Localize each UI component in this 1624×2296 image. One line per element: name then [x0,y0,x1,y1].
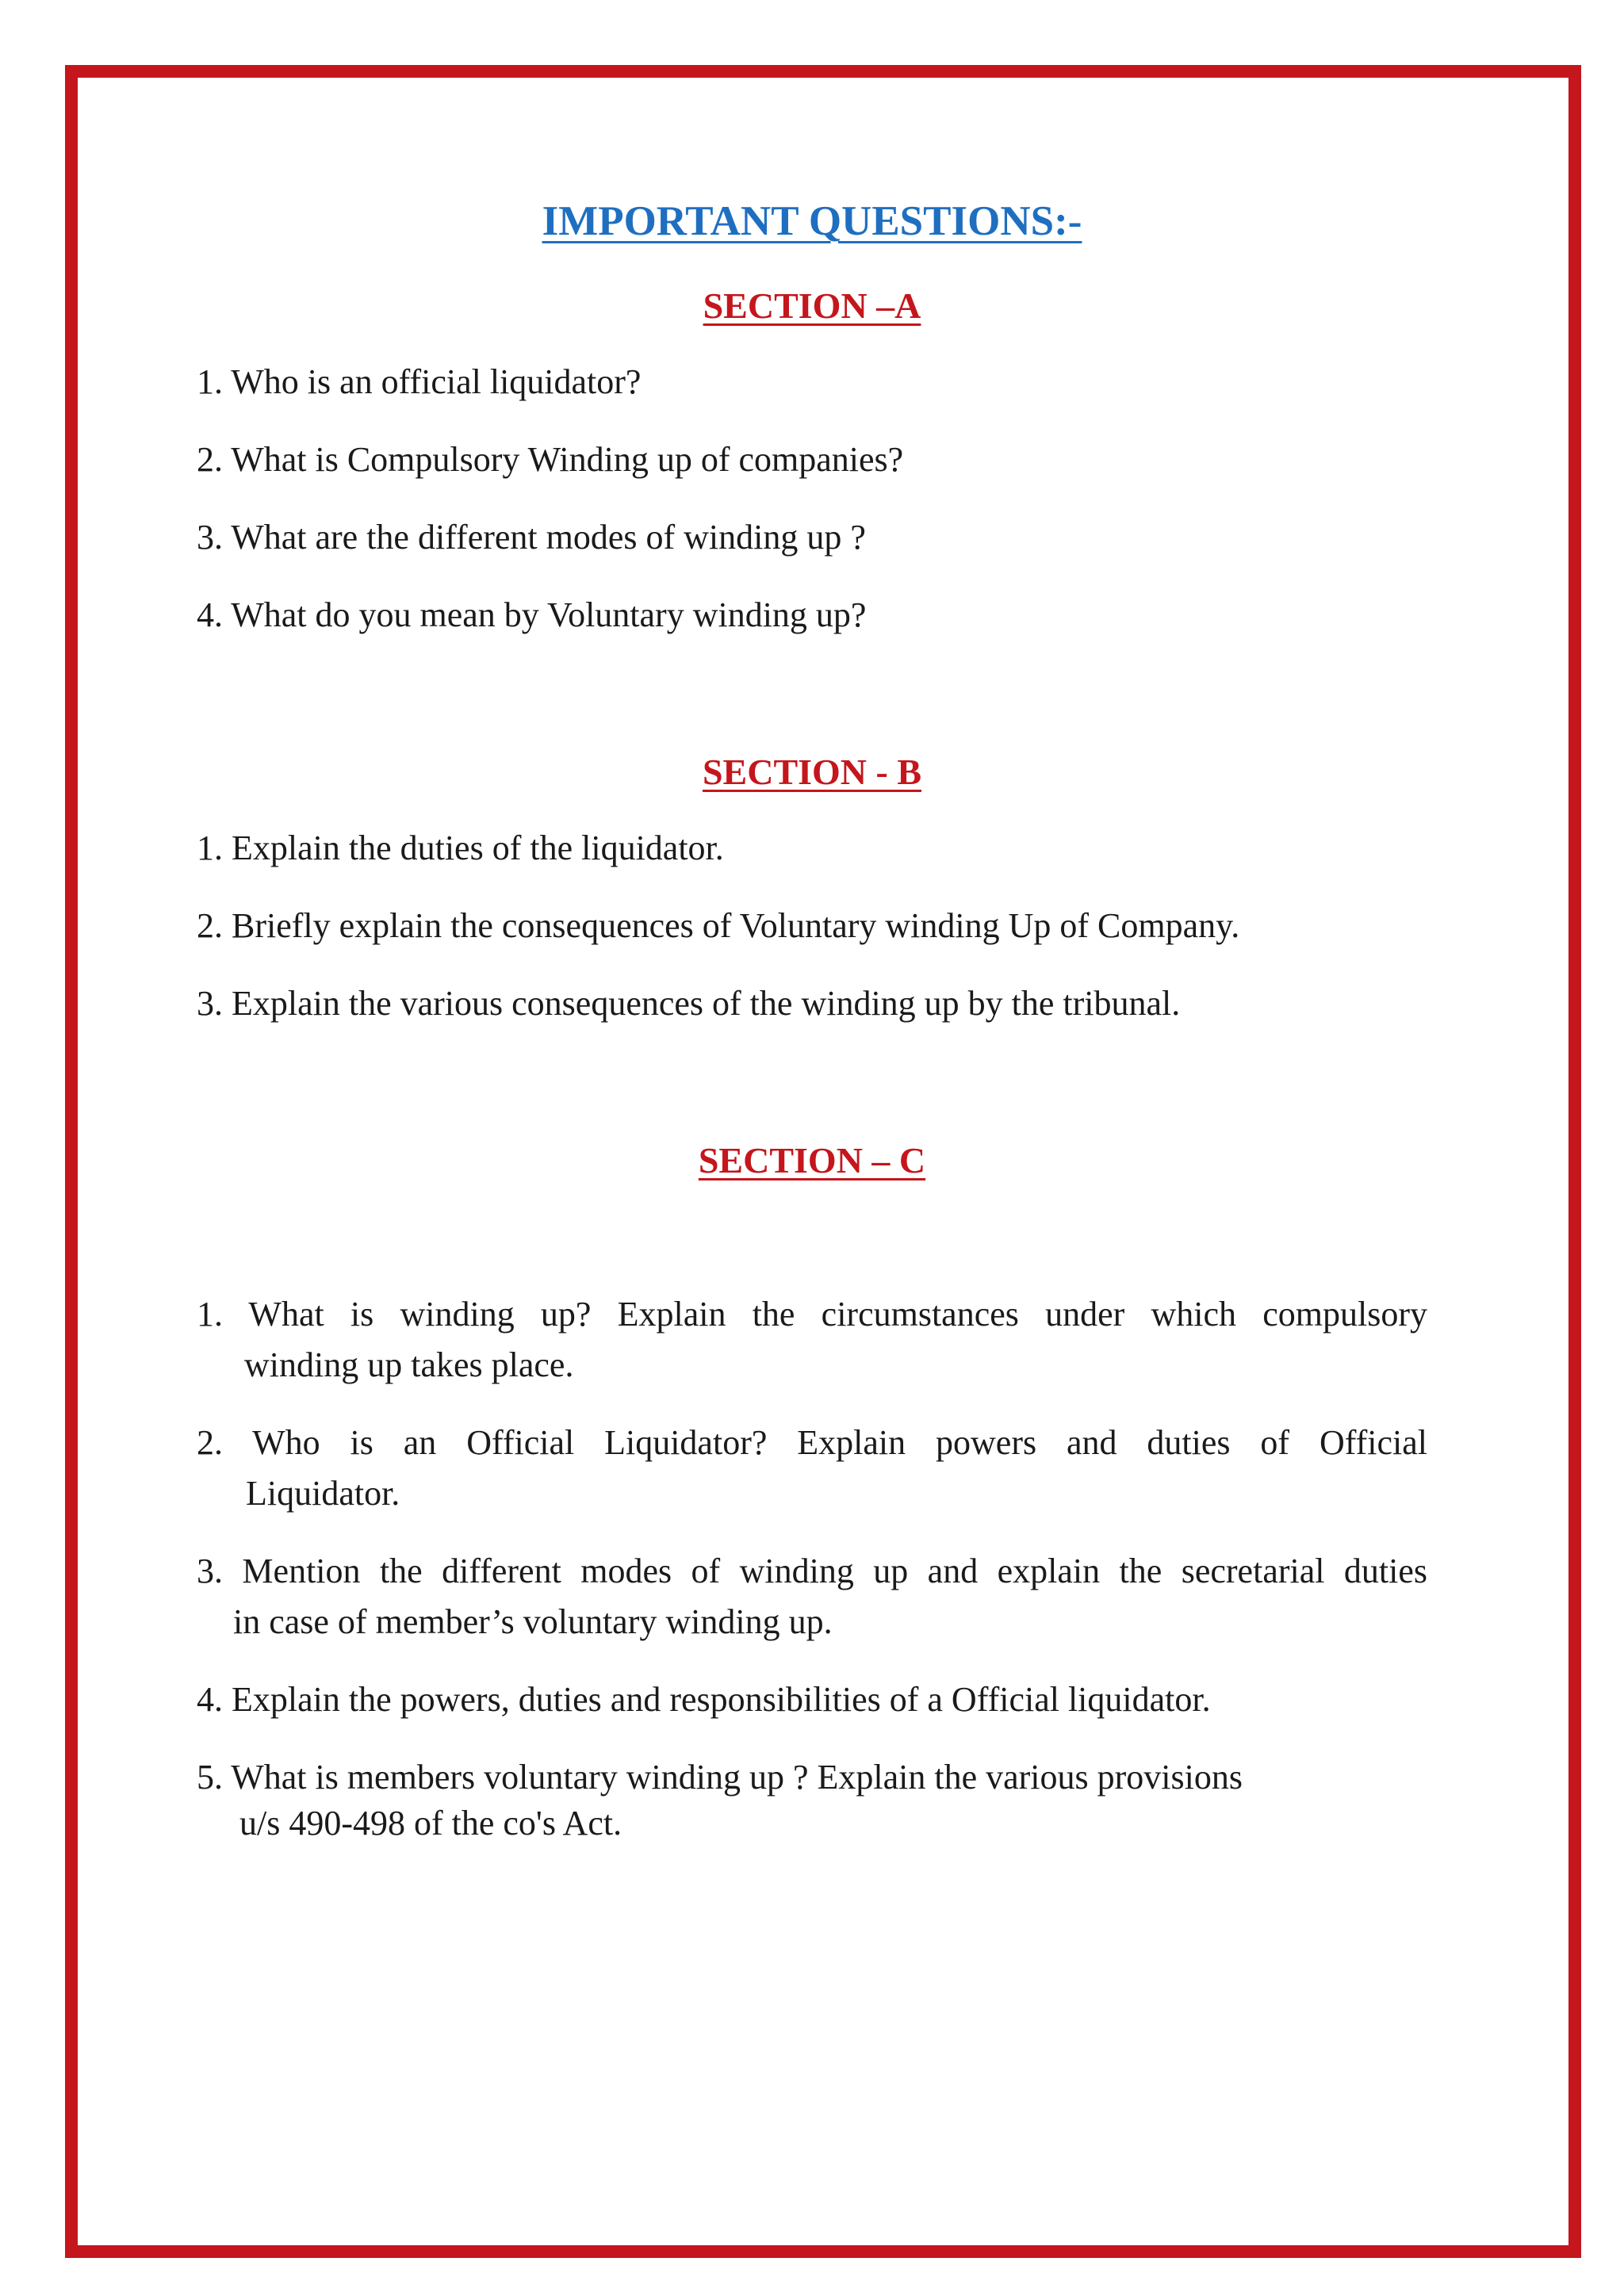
section-b-question-1: 1. Explain the duties of the liquidator. [197,828,724,867]
section-a-question-2: 2. What is Compulsory Winding up of companies? [197,440,904,479]
section-c-question-2 [197,1418,1427,1519]
section-c-heading: SECTION – C [698,1140,926,1181]
section-c-question-1-line-2: winding up takes place. [244,1345,574,1384]
section-b-question-3: 3. Explain the various consequences of the winding up by the tribunal. [197,984,1181,1023]
section-c-question-3-line-2: in case of member’s voluntary winding up. [233,1602,833,1641]
section-c-question-2-line-2: Liquidator. [246,1474,400,1513]
section-c-question-3-line-1: 3. Mention the different modes of winding up and explain the secretarial duties [197,1552,1427,1590]
section-a-question-3: 3. What are the different modes of winding up ? [197,518,866,557]
section-c-question-2-line-1: 2. Who is an Official Liquidator? Explain powers and duties of Official [197,1423,1427,1462]
page-title: IMPORTANT QUESTIONS:- [542,198,1082,244]
section-b-heading: SECTION - B [702,752,922,792]
section-b-question-2: 2. Briefly explain the consequences of Voluntary winding Up of Company. [197,906,1240,945]
section-c-question-3 [197,1546,1427,1647]
section-a-question-1: 1. Who is an official liquidator? [197,362,642,401]
section-a-question-4: 4. What do you mean by Voluntary winding up? [197,595,867,634]
section-c-question-4: 4. Explain the powers, duties and responsibilities of a Official liquidator. [197,1680,1211,1719]
section-c-question-1-line-1: 1. What is winding up? Explain the circumstances under which compulsory [197,1295,1427,1334]
section-c-question-1 [197,1289,1427,1391]
section-c-question-5-line-2: u/s 490-498 of the co's Act. [239,1804,622,1843]
section-c-question-5-line-1: 5. What is members voluntary winding up ? Explain the various provisions [197,1758,1243,1797]
section-a-heading: SECTION –A [703,285,921,326]
